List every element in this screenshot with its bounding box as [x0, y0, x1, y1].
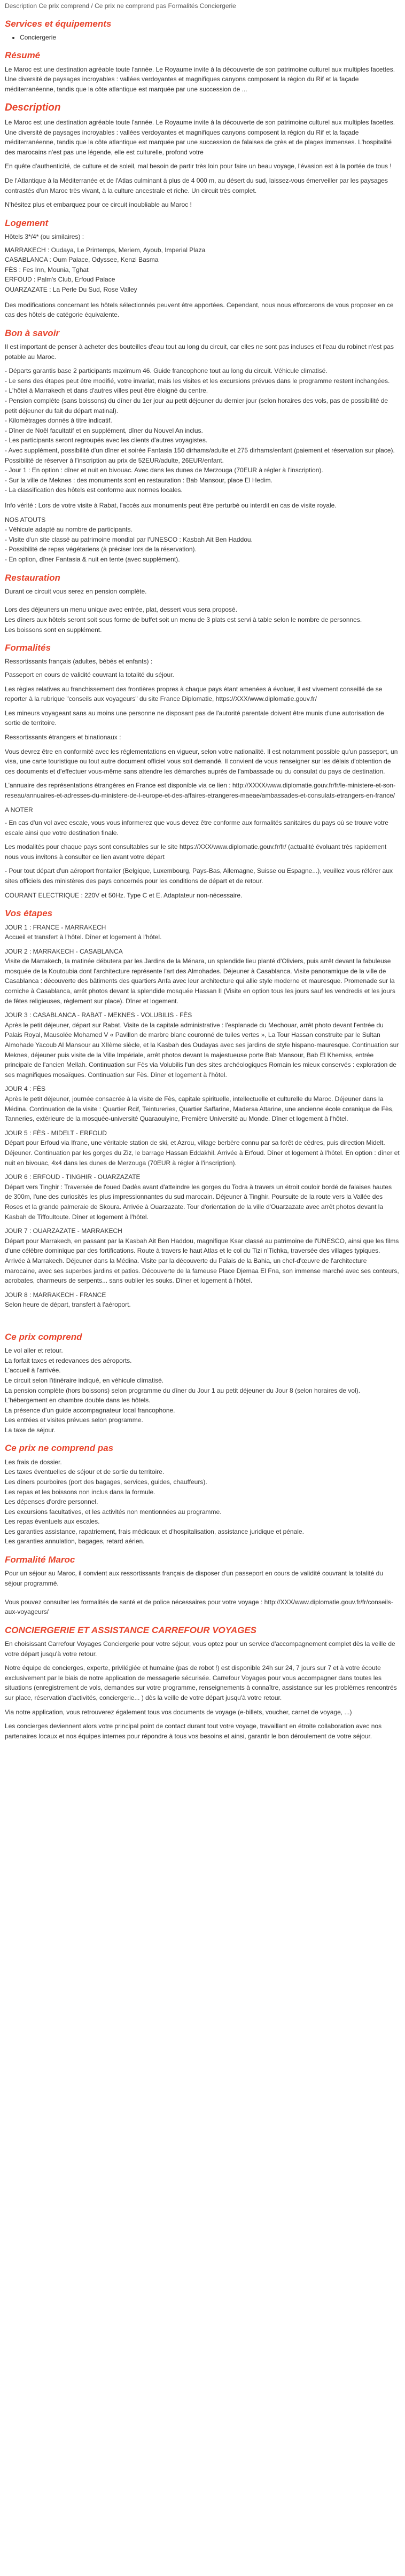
etape-day: JOUR 1 : FRANCE - MARRAKECH Accueil et transfert à l'hôtel. Dîner et logement à l'hôtel. — [5, 923, 162, 941]
conciergerie-paragraph: Les concierges deviennent alors votre principal point de contact durant tout votre voyage, travaillant en étroite collaboration avec nos partenaires locaux et nos équipes internes pour répondre à tous vos besoins et ainsi, garantir le bon déroulement de votre séjour. — [5, 1722, 382, 1740]
restauration-line: Les boissons sont en supplément. — [5, 626, 102, 634]
formalites-paragraph: Vous devrez être en conformité avec les réglementations en vigueur, selon votre nationalité. Il est notamment possible qu'un passeport, un visa, une carte touristique ou tout autre document officiel vous soit demandé. Il convient de vous renseigner sur les délais d'obtention de ces documents et d'effectuer vous-même sans attendre les démarches auprès de l'ambassade ou du consulat du pays de destination. — [5, 747, 398, 775]
formalites-intro: Ressortissants français (adultes, bébés et enfants) : — [5, 658, 153, 666]
cenepas-line: Les frais de dossier. — [5, 1458, 62, 1466]
cecomprend-line: L'hébergement en chambre double dans les hôtels. — [5, 1396, 151, 1404]
conciergerie-title: CONCIERGERIE ET ASSISTANCE CARREFOUR VOYAGES — [5, 1625, 257, 1635]
atouts-line: - En option, dîner Fantasia & nuit en tente (avec supplément). — [5, 555, 180, 563]
formalite-maroc-title: Formalité Maroc — [5, 1555, 75, 1565]
formalites-paragraph: Passeport en cours de validité couvrant la totalité du séjour. — [5, 670, 174, 678]
services-list — [5, 33, 400, 42]
description-title: Description — [5, 102, 61, 114]
etape-day: JOUR 7 : OUARZAZATE - MARRAKECH Départ pour Marrakech, en passant par la Kasbah Ait Ben Haddou, magnifique Ksar classé au patrimoine de l'UNESCO, ainsi que les films d'une célèbre dominique par des fortifications. Route à travers le haut Atlas et le col du Tizi n'Tichka, traversée des villages typiques. Arrivée à Marrakech. Déjeuner dans la Médina. Visite par la découverte du Palais de la Bahia, un chef-d'œuvre de l'architecture marocaine, avec ses superbes jardins et patios. Découverte de la fameuse Place Djemaa El Fna, son immense marché avec ses conteurs, acrobates, charmeurs de serpents... sans oublier les souks. Dîner et logement à l'hôtel. — [5, 1227, 399, 1285]
formalite-maroc-paragraph: Pour un séjour au Maroc, il convient aux ressortissants français de disposer d'un passeport en cours de validité couvrant la totalité du séjour programmé. — [5, 1570, 384, 1587]
atouts-title: NOS ATOUTS — [5, 516, 46, 524]
formalites-paragraph: - En cas d'un vol avec escale, vous vous informerez que vous devez être conforme aux formalités sanitaires du pays où se trouve votre escale ainsi que votre destination finale. — [5, 819, 388, 837]
etape-day: JOUR 4 : FÈS Après le petit déjeuner, journée consacrée à la visite de Fès, capitale spirituelle, intellectuelle et culturelle du Maroc. Déjeuner dans la Médina. Continuation de la visite : Quartier Rcif, Teintureries, Quartier Saffarine, Madersa Attarine, une ancienne école coranique de Fès, Tanneries, extérieure de la mosquée-université Quaraouiyine, Première Université au Monde. Dîner et logement à l'hôtel. — [5, 1085, 394, 1123]
cenepas-line: Les repas et les boissons non inclus dans la formule. — [5, 1488, 155, 1496]
bonasavoir-line: - Sur la ville de Meknes : des monuments sont en restauration : Bab Mansour, place El Hedim. — [5, 476, 272, 484]
cenepas-title: Ce prix ne comprend pas — [5, 1443, 114, 1454]
formalites-paragraph: Les mineurs voyageant sans au moins une personne ne disposant pas de l'autorité parentale doivent être munis d'une autorisation de sortie de territoire. — [5, 709, 384, 727]
bonasavoir-line: - Jour 1 : En option : dîner et nuit en bivouac. Avec dans les dunes de Merzouga (70EUR à régler à l'inscription). — [5, 466, 323, 474]
cecomprend-title: Ce prix comprend — [5, 1331, 82, 1342]
cenepas-list — [5, 1457, 400, 1547]
etape-day: JOUR 8 : MARRAKECH - FRANCE Selon heure de départ, transfert à l'aéroport. — [5, 1291, 131, 1309]
restauration-intro: Durant ce circuit vous serez en pension complète. — [5, 587, 147, 595]
etape-day: JOUR 2 : MARRAKECH - CASABLANCA Visite de Marrakech, la matinée débutera par les Jardins de la Ménara, un splendide lieu planté d'Oliviers, puis arrêt devant la fabuleuse mosquée de la Koutoubia dont l'architecture représente l'art des Almohades. Déjeuner à Casablanca. Visite panoramique de la ville de Casablanca : découverte des bâtiments des quartiers Anfa avec leur architecture qui allie style moderne et mauresque. Promenade sur la corniche à Casablanca, arrêt photos devant la splendide mosquée Hassan II (Visite en option tous les jours sauf les vendredis et les jours de fêtes religieuses, règlement sur place). Dîner et logement. — [5, 947, 395, 1005]
restauration-title: Restauration — [5, 572, 60, 583]
atouts-line: - Possibilité de repas végétariens (à préciser lors de la réservation). — [5, 545, 197, 553]
restauration-line: Les dîners aux hôtels seront soit sous forme de buffet soit un menu de 3 plats est servi à table selon le nombre de personnes. — [5, 615, 362, 623]
bonasavoir-line: - Dîner de Noël facultatif et en supplément, dîner du Nouvel An inclus. — [5, 426, 203, 434]
restauration-list — [5, 605, 400, 635]
description-paragraph: En quête d'authenticité, de culture et de soleil, mal besoin de partir très loin pour faire un beau voyage, l'évasion est à la portée de tous ! — [5, 162, 392, 170]
cecomprend-line: Le vol aller et retour. — [5, 1347, 63, 1355]
formalites-paragraph: Ressortissants étrangers et binationaux : — [5, 733, 121, 741]
cecomprend-line: Le circuit selon l'itinéraire indiqué, en véhicule climatisé. — [5, 1376, 164, 1384]
formalites-paragraph: - Pour tout départ d'un aéroport frontalier (Belgique, Luxembourg, Pays-Bas, Allemagne, Suisse ou Espagne...), veuillez vous référer aux sites officiels des ministères des pays concernés pour les conditions de départ et de retour. — [5, 867, 393, 885]
services-item: • Conciergerie — [20, 33, 400, 42]
services-title: Services et équipements — [5, 19, 112, 29]
description-paragraph: Le Maroc est une destination agréable toute l'année. Le Royaume invite à la découverte de son patrimoine culturel aux multiples facettes. Une diversité de paysages incroyables : vallées verdoyantes et magnifiques canyons composent la région du Rif et la façade méditerranéenne, tandis que la côte atlantique est marquée par une succession de falaises de grès et de plages immenses. L'hospitalité des marocains n'est pas une légende, elle est culturelle, profond votre — [5, 119, 395, 156]
cecomprend-line: La forfait taxes et redevances des aéroports. — [5, 1356, 132, 1364]
conciergerie-paragraph: Via notre application, vous retrouverez également tous vos documents de voyage (e-billets, voucher, carnet de voyage, ...) — [5, 1708, 352, 1716]
formalite-maroc-paragraph: Vous pouvez consulter les formalités de santé et de police nécessaires pour votre voyage : http://XXX/www.diplomatie.gouv.fr/fr/conseils-aux-voyageurs/ — [5, 1598, 393, 1616]
cenepas-line: Les excursions facultatives, et les activités non mentionnées au programme. — [5, 1508, 222, 1516]
logement-line: ERFOUD : Palm's Club, Erfoud Palace — [5, 276, 115, 284]
logement-line: MARRAKECH : Oudaya, Le Printemps, Meriem, Ayoub, Imperial Plaza — [5, 246, 206, 254]
bonasavoir-line: - Pension complète (sans boissons) du dîner du 1er jour au petit déjeuner du dernier jour (selon horaires des vols, pas de possibilité de petit déjeuner du fait du départ matinal). — [5, 397, 388, 415]
description-paragraph: De l'Atlantique à la Méditerranée et de l'Atlas culminant à plus de 4 000 m, au désert du sud, laissez-vous émerveiller par les paysages contrastés d'un Maroc très vivant, à la culture ancestrale et riche. Un circuit très complet. — [5, 177, 388, 194]
description-paragraph: N'hésitez plus et embarquez pour ce circuit inoubliable au Maroc ! — [5, 201, 192, 209]
bonasavoir-line: - Kilométrages donnés à titre indicatif. — [5, 417, 112, 425]
bonasavoir-title: Bon à savoir — [5, 327, 60, 338]
bonasavoir-intro: Il est important de penser à acheter des bouteilles d'eau tout au long du circuit, car elles ne sont pas incluses et l'eau du robinet n'est pas potable au Maroc. — [5, 343, 394, 361]
bonasavoir-line: - L'hôtel à Marrakech et dans d'autres villes peut être éloigné du centre. — [5, 387, 208, 395]
cecomprend-line: La pension complète (hors boissons) selon programme du dîner du Jour 1 au petit déjeuner du Jour 8 (selon horaires de vol). — [5, 1386, 361, 1394]
formalites-paragraph: L'annuaire des représentations étrangères en France est disponible via ce lien : http://XXXX/www.diplomatie.gouv.fr/fr/le-ministere-et-son-reseau/annuaires-et-adresses-du-ministere-de-l-europe-et-des-affaires-etrangeres-maeae/ambassades-et-consulats-etrangers-en-france/ — [5, 782, 396, 799]
bonasavoir-line: - Le sens des étapes peut être modifié, votre invariat, mais les visites et les excursions prévues dans le programme restent inchangées. — [5, 377, 390, 385]
cenepas-line: Les repas éventuels aux escales. — [5, 1518, 100, 1526]
logement-list — [5, 245, 400, 295]
cecomprend-line: La présence d'un guide accompagnateur local francophone. — [5, 1406, 175, 1414]
cecomprend-list — [5, 1346, 400, 1435]
cecomprend-line: La taxe de séjour. — [5, 1426, 56, 1434]
logement-line: FÈS : Fes Inn, Mounia, Tghat — [5, 266, 89, 274]
cenepas-line: Les garanties annulation, bagages, retard aérien. — [5, 1537, 145, 1545]
atouts-line: - Visite d'un site classé au patrimoine mondial par l'UNESCO : Kasbah Ait Ben Haddou. — [5, 535, 253, 543]
logement-line: CASABLANCA : Oum Palace, Odyssee, Kenzi Basma — [5, 256, 159, 264]
formalites-title: Formalités — [5, 643, 51, 653]
bonasavoir-line: - Départs garantis base 2 participants maximum 46. Guide francophone tout au long du circuit. Véhicule climatisé. — [5, 367, 328, 375]
bonasavoir-line: - La classification des hôtels est conforme aux normes locales. — [5, 486, 183, 494]
conciergerie-paragraph: En choisissant Carrefour Voyages Conciergerie pour votre séjour, vous optez pour un service d'accompagnement complet dès la veille de votre départ jusqu'à votre retour. — [5, 1640, 395, 1658]
formalites-paragraph: A NOTER — [5, 806, 33, 814]
cenepas-line: Les dépenses d'ordre personnel. — [5, 1498, 98, 1506]
tab-links[interactable]: Description Ce prix comprend / Ce prix ne comprend pas Formalités Conciergerie — [5, 2, 236, 10]
formalites-paragraph: COURANT ELECTRIQUE : 220V et 50Hz. Type C et E. Adaptateur non-nécessaire. — [5, 891, 243, 899]
logement-note: Des modifications concernant les hôtels sélectionnés peuvent être apportées. Cependant, nous nous efforcerons de vous proposer en ce cas des hôtels de catégorie équivalente. — [5, 301, 394, 319]
etape-day: JOUR 6 : ERFOUD - TINGHIR - OUARZAZATE Départ vers Tinghir : Traversée de l'oued Dadès avant d'atteindre les gorges du Todra à travers un étroit couloir bordé de falaises hautes de 300m, l'une des curiosités les plus impressionnantes du sud marocain. Déjeuner à Tinghir. Poursuite de la route vers la Vallée des Roses et la grande palmeraie de Skoura. Arrivée à Ouarzazate. Tour d'orientation de la ville d'Ouarzazate avec arrêt photos devant la Kasbah de Tiffoultoute. Dîner et logement à l'hôtel. — [5, 1173, 392, 1221]
vosetapes-title: Vos étapes — [5, 908, 53, 919]
bonasavoir-line: - Avec supplément, possibilité d'un dîner et soirée Fantasia 150 dirhams/adulte et 275 dirhams/enfant (paiement et réservation sur place). Possibilité de réserver à l'inscription au prix de 52EUR/adulte, 26EUR/enfant. — [5, 446, 395, 464]
cenepas-line: Les taxes éventuelles de séjour et de sortie du territoire. — [5, 1468, 165, 1476]
restauration-line: Lors des déjeuners un menu unique avec entrée, plat, dessert vous sera proposé. — [5, 606, 237, 614]
bonasavoir-line: - Les participants seront regroupés avec les clients d'autres voyagistes. — [5, 436, 208, 444]
cecomprend-line: Les entrées et visites prévues selon programme. — [5, 1416, 143, 1424]
logement-intro: Hôtels 3*/4* (ou similaires) : — [5, 233, 84, 241]
cenepas-line: Les garanties assistance, rapatriement, frais médicaux et d'hospitalisation, assistance juridique et pénale. — [5, 1527, 304, 1535]
cenepas-line: Les dîners pourboires (port des bagages, services, guides, chauffeurs). — [5, 1478, 207, 1486]
formalites-paragraph: Les règles relatives au franchissement des frontières propres à chaque pays étant amenées à évoluer, il est vivement conseillé de se reporter à la rubrique "conseils aux voyageurs" du site France Diplomatie, https://XXX/www.diplomatie.gouv.fr/ — [5, 685, 383, 703]
etape-day: JOUR 5 : FÈS - MIDELT - ERFOUD Départ pour Erfoud via Ifrane, une véritable station de ski, et Azrou, village berbère connu par sa forêt de cèdres, puis direction Midelt. Déjeuner. Continuation par les gorges du Ziz, le barrage Hassan Eddakhil. Arrivée à Erfoud. Dîner et logement à l'hôtel. En option : dîner et nuit en bivouac, 4x4 dans les dunes de Merzouga (70EUR à régler à l'inscription). — [5, 1129, 400, 1167]
logement-title: Logement — [5, 217, 49, 228]
etape-day: JOUR 3 : CASABLANCA - RABAT - MEKNES - VOLUBILIS - FÈS Après le petit déjeuner, départ sur Rabat. Visite de la capitale administrative : l'esplanade du Mechouar, arrêt photo devant l'entrée du Palais Royal, Mausolée Mohamed V « Pavillon de marbre blanc couronné de tuiles vertes », La Tour Hassan construite par le Sultan Almohade Yacoub Al Mansour au XIIème siècle, et la Kasbah des Oudayas avec ses jardins de style hispano-mauresque. Continuation sur Meknes, déjeuner puis visite de la Ville Impériale, arrêt photos devant la majestueuse porte Bab Mansour, Bab El Khemiss, entrée principale de l'ancien Mellah. Continuation sur Fès via Volubilis l'un des sites archéologiques Romain les mieux conservés : exploration de ses magnifiques mosaïques. Continuation sur Fès. Dîner et logement à l'hôtel. — [5, 1011, 399, 1079]
atouts-line: - Véhicule adapté au nombre de participants. — [5, 526, 133, 534]
logement-line: OUARZAZATE : La Perle Du Sud, Rose Valley — [5, 286, 137, 293]
atouts-block — [5, 515, 400, 565]
formalites-paragraph: Les modalités pour chaque pays sont consultables sur le site https://XXX/www.diplomatie.gouv.fr/fr/ (actualité évoluant très rapidement nous vous invitons à consulter ce lien avant votre départ — [5, 843, 387, 861]
resume-title: Résumé — [5, 50, 41, 61]
resume-text: Le Maroc est une destination agréable toute l'année. Le Royaume invite à la découverte de son patrimoine culturel aux multiples facettes. Une diversité de paysages incroyables : vallées verdoyantes et magnifiques canyons composent la région du Rif et la façade méditerranéenne, tandis que la côte atlantique est marquée par une succession de ... — [5, 65, 395, 93]
cecomprend-line: L'accueil à l'arrivée. — [5, 1367, 61, 1375]
bonasavoir-info: Info vérité : Lors de votre visite à Rabat, l'accès aux monuments peut être perturbé ou interdit en cas de visite royale. — [5, 501, 337, 509]
bonasavoir-list — [5, 366, 400, 495]
conciergerie-paragraph: Notre équipe de concierges, experte, privilégiée et humaine (pas de robot !) est disponible 24h sur 24, 7 jours sur 7 et à votre écoute exclusivement par le biais de notre application de messagerie sécurisée. Carrefour Voyages pour vous accompagner dans toutes les situations (enregistrement de vols, demandes sur votre programme, renseignements à connaître, assistance sur les problèmes rencontrés sur place, réservation d'activités, conciergerie... ) dès la veille de votre départ jusqu'à votre retour. — [5, 1664, 397, 1701]
